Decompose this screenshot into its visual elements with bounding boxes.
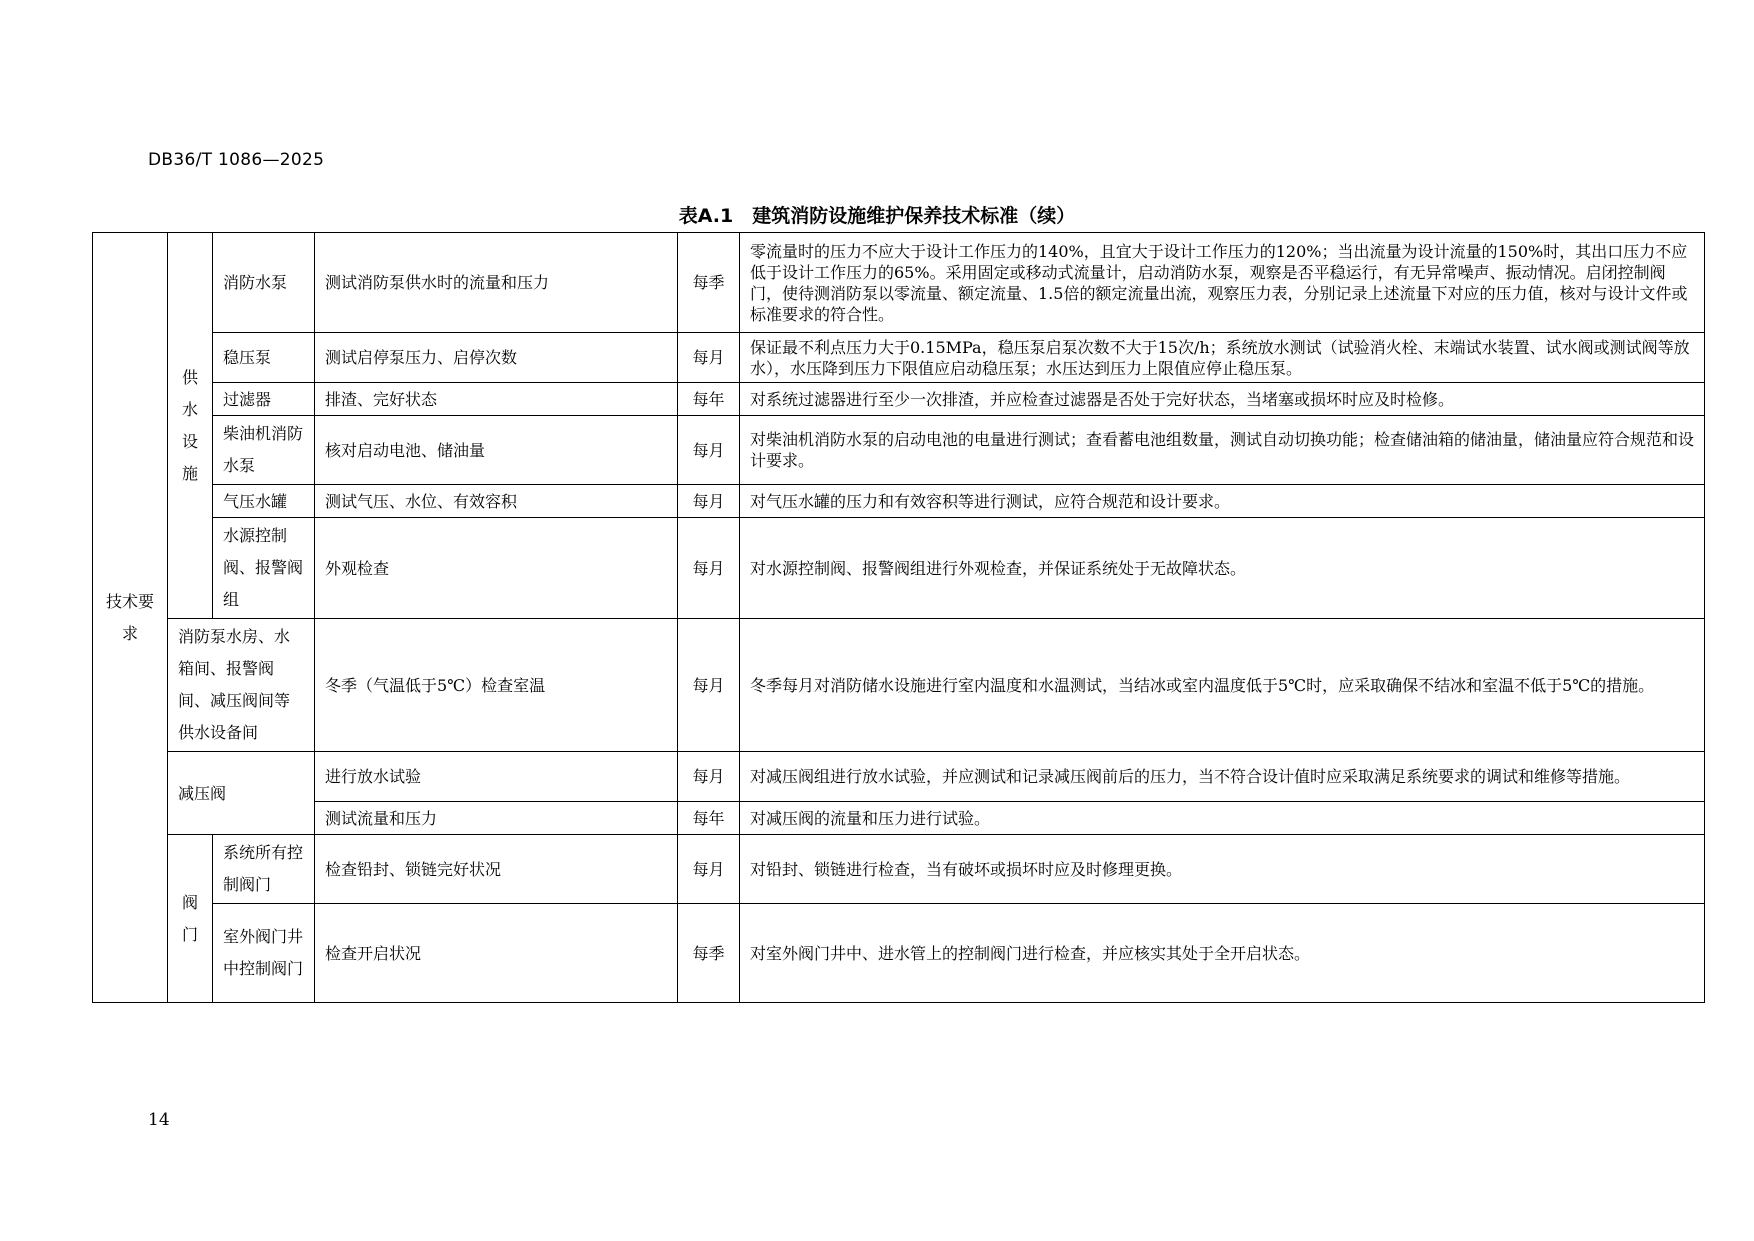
- table-row: [93, 333, 1705, 383]
- item-cell: 减压阀: [168, 752, 315, 835]
- item-cell: 室外阀门井中控制阀门: [213, 904, 315, 1003]
- table-row: [93, 904, 1705, 1003]
- item-cell: 水源控制阀、报警阀组: [213, 518, 315, 619]
- frequency-cell: 每月: [678, 416, 740, 485]
- content-cell: 外观检查: [315, 518, 678, 619]
- maintenance-standard-table: [92, 232, 1705, 1003]
- requirement-cell: 对水源控制阀、报警阀组进行外观检查，并保证系统处于无故障状态。: [740, 518, 1705, 619]
- frequency-cell: 每年: [678, 802, 740, 835]
- frequency-cell: 每月: [678, 835, 740, 904]
- group-valves-cell: 阀门: [168, 835, 213, 1003]
- requirement-cell: 保证最不利点压力大于0.15MPa，稳压泵启泵次数不大于15次/h；系统放水测试（试验消火栓、末端试水装置、试水阀或测试阀等放水），水压降到压力下限值应启动稳压泵；水压达到压力上限值应停止稳压泵。: [740, 333, 1705, 383]
- content-cell: 测试消防泵供水时的流量和压力: [315, 233, 678, 333]
- content-cell: 测试气压、水位、有效容积: [315, 485, 678, 518]
- requirement-cell: 对系统过滤器进行至少一次排渣，并应检查过滤器是否处于完好状态，当堵塞或损坏时应及时检修。: [740, 383, 1705, 416]
- frequency-cell: 每月: [678, 485, 740, 518]
- frequency-cell: 每月: [678, 333, 740, 383]
- content-cell: 冬季（气温低于5℃）检查室温: [315, 619, 678, 752]
- frequency-cell: 每月: [678, 752, 740, 802]
- item-cell: 柴油机消防水泵: [213, 416, 315, 485]
- content-cell: 排渣、完好状态: [315, 383, 678, 416]
- content-cell: 检查开启状况: [315, 904, 678, 1003]
- group-water-supply-cell: 供水设施: [168, 233, 213, 619]
- requirement-cell: 对室外阀门井中、进水管上的控制阀门进行检查，并应核实其处于全开启状态。: [740, 904, 1705, 1003]
- table-row: [93, 835, 1705, 904]
- requirement-cell: 冬季每月对消防储水设施进行室内温度和水温测试，当结冰或室内温度低于5℃时，应采取确保不结冰和室温不低于5℃的措施。: [740, 619, 1705, 752]
- content-cell: 核对启动电池、储油量: [315, 416, 678, 485]
- table-row: [93, 752, 1705, 802]
- table-row: [93, 416, 1705, 485]
- requirement-cell: 对减压阀的流量和压力进行试验。: [740, 802, 1705, 835]
- requirement-cell: 对气压水罐的压力和有效容积等进行测试，应符合规范和设计要求。: [740, 485, 1705, 518]
- frequency-cell: 每年: [678, 383, 740, 416]
- table-row: [93, 619, 1705, 752]
- item-cell: 过滤器: [213, 383, 315, 416]
- content-cell: 进行放水试验: [315, 752, 678, 802]
- frequency-cell: 每月: [678, 518, 740, 619]
- requirement-cell: 对减压阀组进行放水试验，并应测试和记录减压阀前后的压力，当不符合设计值时应采取满足系统要求的调试和维修等措施。: [740, 752, 1705, 802]
- table-row: [93, 485, 1705, 518]
- item-cell: 稳压泵: [213, 333, 315, 383]
- content-cell: 测试启停泵压力、启停次数: [315, 333, 678, 383]
- requirement-cell: 对铅封、锁链进行检查，当有破坏或损坏时应及时修理更换。: [740, 835, 1705, 904]
- table-title: 表A.1 建筑消防设施维护保养技术标准（续）: [678, 205, 1076, 227]
- item-cell: 消防水泵: [213, 233, 315, 333]
- content-cell: 检查铅封、锁链完好状况: [315, 835, 678, 904]
- table-row: [93, 233, 1705, 333]
- page-number: 14: [148, 1110, 170, 1130]
- category-cell: 技术要求: [93, 233, 168, 1003]
- frequency-cell: 每季: [678, 904, 740, 1003]
- table-row: [93, 383, 1705, 416]
- requirement-cell: 对柴油机消防水泵的启动电池的电量进行测试；查看蓄电池组数量，测试自动切换功能；检查储油箱的储油量，储油量应符合规范和设计要求。: [740, 416, 1705, 485]
- item-cell: 气压水罐: [213, 485, 315, 518]
- document-code: DB36/T 1086—2025: [148, 150, 325, 170]
- item-cell: 系统所有控制阀门: [213, 835, 315, 904]
- content-cell: 测试流量和压力: [315, 802, 678, 835]
- frequency-cell: 每季: [678, 233, 740, 333]
- table-row: [93, 518, 1705, 619]
- requirement-cell: 零流量时的压力不应大于设计工作压力的140%，且宜大于设计工作压力的120%；当出流量为设计流量的150%时，其出口压力不应低于设计工作压力的65%。采用固定或移动式流量计，启动消防水泵，观察是否平稳运行，有无异常噪声、振动情况。启闭控制阀门，使待测消防泵以零流量、额定流量、1.5倍的额定流量出流，观察压力表，分别记录上述流量下对应的压力值，核对与设计文件或标准要求的符合性。: [740, 233, 1705, 333]
- item-cell: 消防泵水房、水箱间、报警阀间、减压阀间等供水设备间: [168, 619, 315, 752]
- frequency-cell: 每月: [678, 619, 740, 752]
- table-row: [93, 802, 1705, 835]
